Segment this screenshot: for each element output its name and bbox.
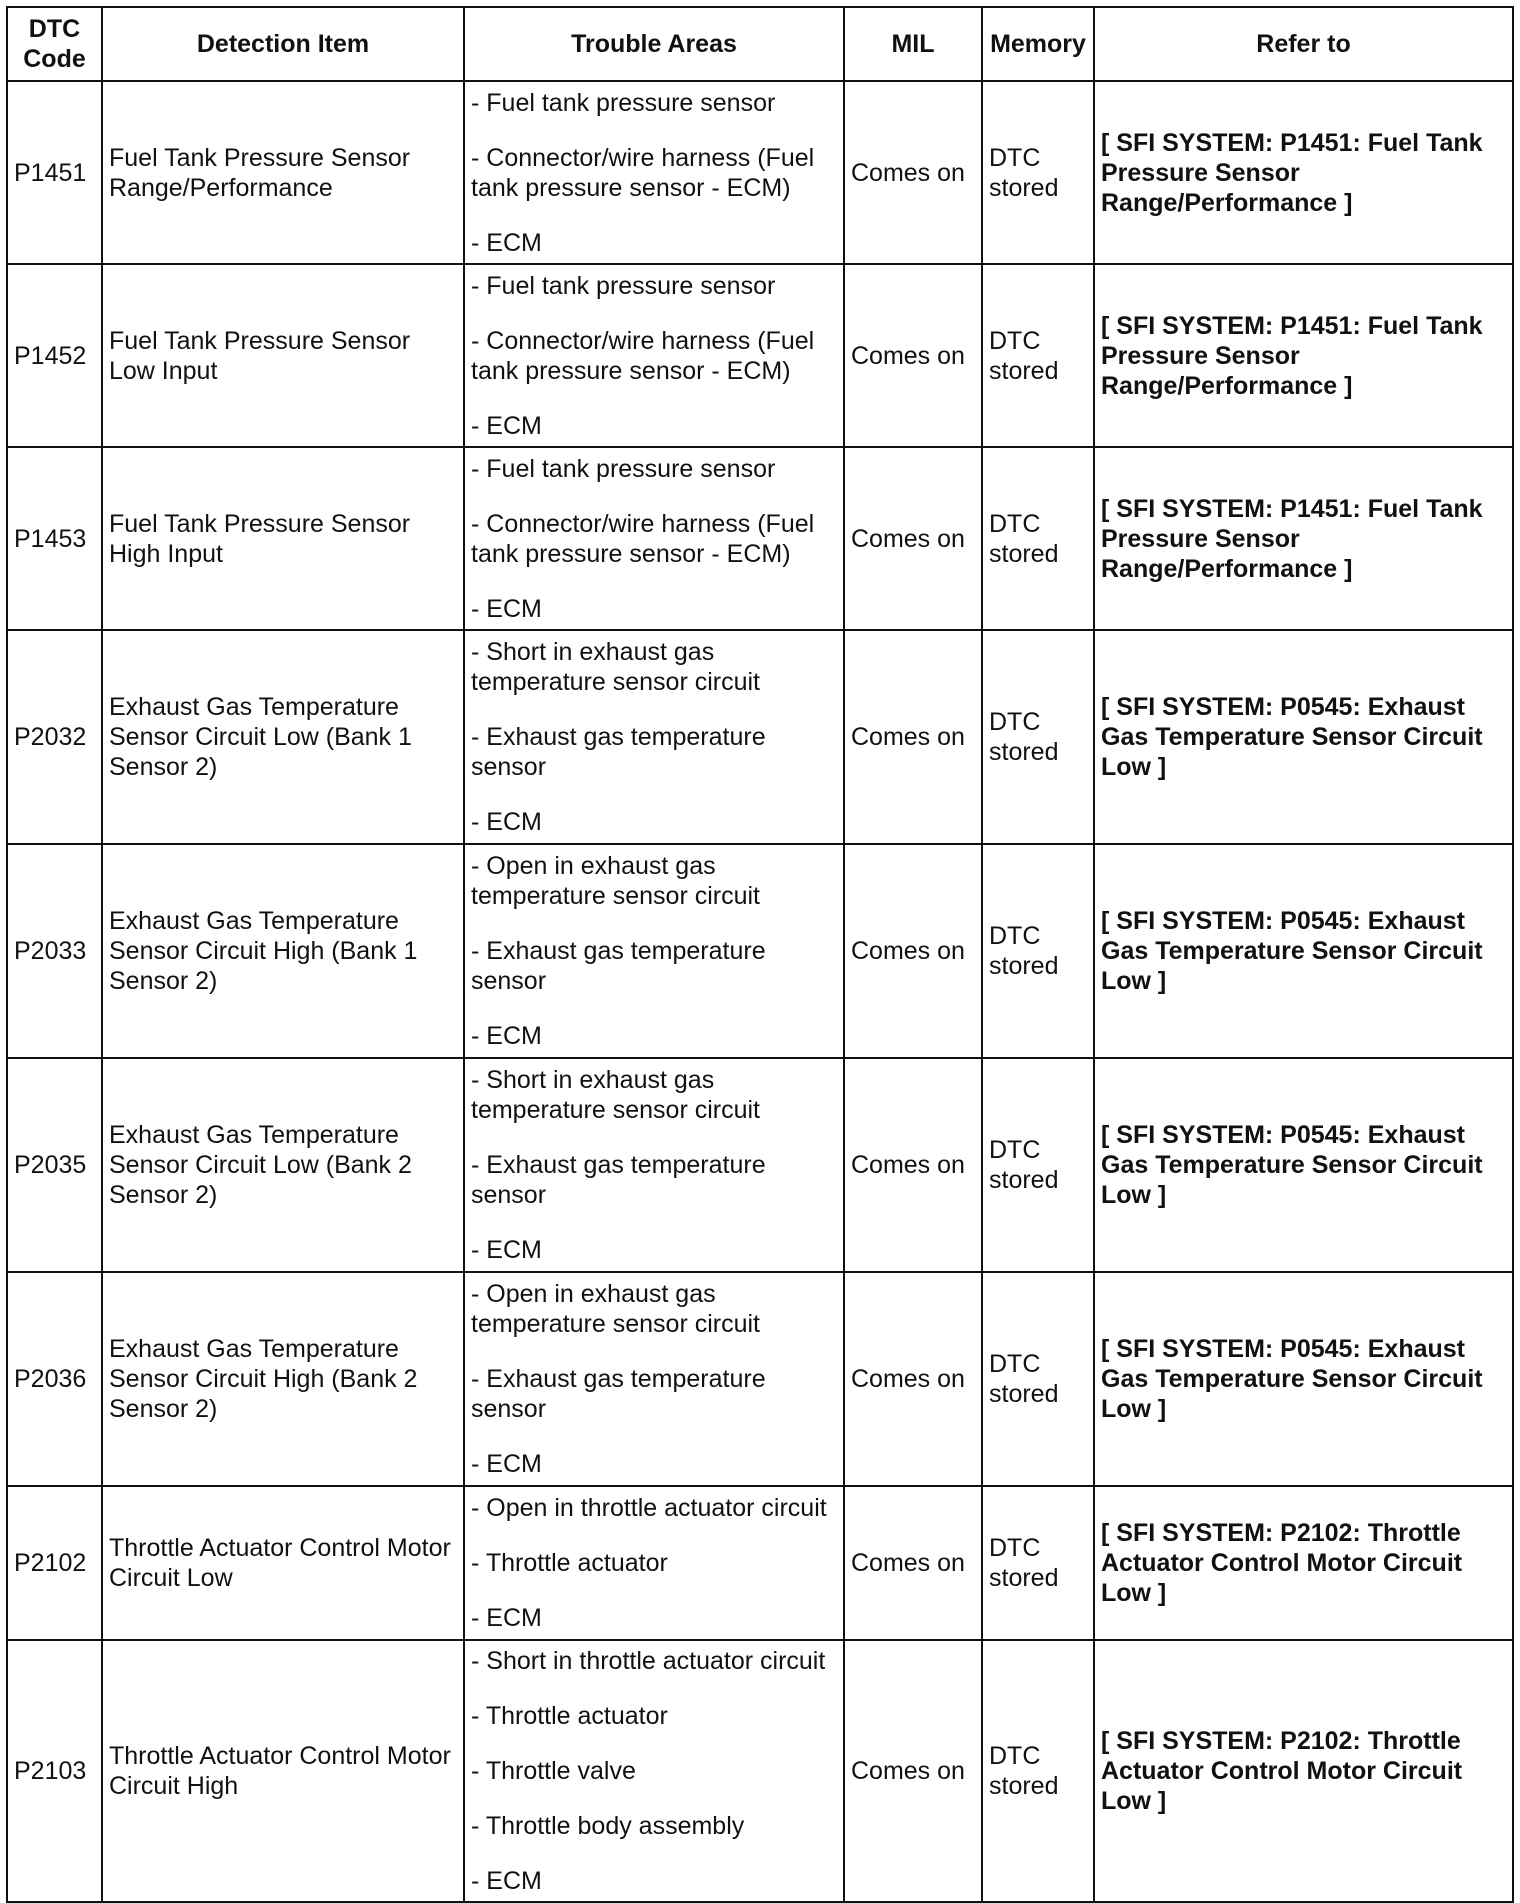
memory-cell (982, 81, 1094, 264)
mil-cell: Comes on (844, 264, 982, 447)
header-dtc-code (7, 7, 102, 81)
memory-line: stored (989, 738, 1059, 766)
dtc-code-cell: P2035 (7, 1058, 102, 1272)
table-row (7, 844, 1513, 1058)
trouble-area-item: - Throttle actuator (471, 1549, 668, 1577)
mil-cell: Comes on (844, 630, 982, 844)
trouble-areas-cell (464, 1058, 844, 1272)
trouble-area-item: - Connector/wire harness (Fuel tank pressure sensor - ECM) (471, 326, 815, 385)
trouble-area-item: - Short in exhaust gas temperature sensor circuit (471, 1066, 761, 1124)
table-row (7, 81, 1513, 264)
refer-to-cell: [ SFI SYSTEM: P0545: Exhaust Gas Temperature Sensor Circuit Low ] (1094, 630, 1513, 844)
memory-line: stored (989, 539, 1059, 568)
refer-to-cell: [ SFI SYSTEM: P1451: Fuel Tank Pressure Sensor Range/Performance ] (1094, 81, 1513, 264)
trouble-area-item: - Fuel tank pressure sensor (471, 271, 776, 300)
trouble-area-item: - ECM (471, 594, 542, 623)
detection-item-cell: Exhaust Gas Temperature Sensor Circuit Low (Bank 2 Sensor 2) (102, 1058, 464, 1272)
trouble-area-item: - Open in throttle actuator circuit (471, 1494, 827, 1522)
memory-line: DTC (989, 143, 1041, 172)
trouble-area-item: - ECM (471, 1236, 542, 1264)
table-row (7, 264, 1513, 447)
header-refer-to: Refer to (1094, 7, 1513, 81)
trouble-areas-cell (464, 1272, 844, 1486)
table-row (7, 630, 1513, 844)
memory-line: DTC (989, 1742, 1041, 1770)
mil-cell: Comes on (844, 1272, 982, 1486)
trouble-areas-cell (464, 1640, 844, 1902)
memory-line: stored (989, 952, 1059, 980)
mil-cell: Comes on (844, 81, 982, 264)
detection-item-cell: Throttle Actuator Control Motor Circuit Low (102, 1486, 464, 1640)
header-row (7, 7, 1513, 81)
trouble-area-item: - ECM (471, 1604, 542, 1632)
memory-line: DTC (989, 922, 1041, 950)
memory-cell (982, 1058, 1094, 1272)
trouble-areas-cell (464, 447, 844, 630)
dtc-code-cell: P1451 (7, 81, 102, 264)
table-row (7, 1640, 1513, 1902)
memory-line: DTC (989, 1534, 1041, 1562)
mil-cell: Comes on (844, 1486, 982, 1640)
dtc-code-cell: P2036 (7, 1272, 102, 1486)
trouble-area-item: - Short in exhaust gas temperature sensor circuit (471, 638, 761, 696)
memory-cell (982, 1640, 1094, 1902)
table-row (7, 1272, 1513, 1486)
refer-to-cell: [ SFI SYSTEM: P0545: Exhaust Gas Temperature Sensor Circuit Low ] (1094, 844, 1513, 1058)
trouble-areas-cell (464, 630, 844, 844)
trouble-area-item: - ECM (471, 411, 542, 440)
detection-item-cell: Fuel Tank Pressure Sensor Low Input (102, 264, 464, 447)
trouble-areas-cell (464, 844, 844, 1058)
trouble-area-item: - ECM (471, 1450, 542, 1478)
trouble-area-item: - Short in throttle actuator circuit (471, 1647, 826, 1675)
trouble-area-item: - Throttle body assembly (471, 1812, 745, 1840)
header-mil: MIL (844, 7, 982, 81)
memory-line: stored (989, 1772, 1059, 1800)
dtc-code-cell: P1452 (7, 264, 102, 447)
memory-line: stored (989, 173, 1059, 202)
header-trouble-areas: Trouble Areas (464, 7, 844, 81)
trouble-area-item: - Exhaust gas temperature sensor (471, 1151, 766, 1209)
refer-to-cell: [ SFI SYSTEM: P2102: Throttle Actuator Control Motor Circuit Low ] (1094, 1486, 1513, 1640)
header-memory: Memory (982, 7, 1094, 81)
trouble-area-item: - ECM (471, 1867, 542, 1895)
table-row (7, 1058, 1513, 1272)
trouble-area-item: - Exhaust gas temperature sensor (471, 1365, 766, 1423)
dtc-table (6, 6, 1514, 1903)
memory-line: stored (989, 356, 1059, 385)
header-dtc-code-line-1: DTC (28, 15, 81, 43)
refer-to-cell: [ SFI SYSTEM: P0545: Exhaust Gas Temperature Sensor Circuit Low ] (1094, 1272, 1513, 1486)
trouble-area-item: - Throttle actuator (471, 1702, 668, 1730)
memory-line: stored (989, 1564, 1059, 1592)
trouble-area-item: - ECM (471, 808, 542, 836)
trouble-area-item: - ECM (471, 1022, 542, 1050)
detection-item-cell: Throttle Actuator Control Motor Circuit High (102, 1640, 464, 1902)
memory-line: DTC (989, 326, 1041, 355)
trouble-areas-cell (464, 1486, 844, 1640)
memory-cell (982, 264, 1094, 447)
refer-to-cell: [ SFI SYSTEM: P1451: Fuel Tank Pressure Sensor Range/Performance ] (1094, 264, 1513, 447)
memory-cell (982, 630, 1094, 844)
header-dtc-code-line-2: Code (23, 45, 86, 73)
dtc-code-cell: P2102 (7, 1486, 102, 1640)
header-detection-item: Detection Item (102, 7, 464, 81)
memory-line: DTC (989, 708, 1041, 736)
memory-line: stored (989, 1380, 1059, 1408)
detection-item-cell: Fuel Tank Pressure Sensor Range/Performance (102, 81, 464, 264)
trouble-area-item: - Exhaust gas temperature sensor (471, 937, 766, 995)
detection-item-cell: Exhaust Gas Temperature Sensor Circuit High (Bank 2 Sensor 2) (102, 1272, 464, 1486)
refer-to-cell: [ SFI SYSTEM: P0545: Exhaust Gas Temperature Sensor Circuit Low ] (1094, 1058, 1513, 1272)
memory-line: DTC (989, 509, 1041, 538)
refer-to-cell: [ SFI SYSTEM: P1451: Fuel Tank Pressure Sensor Range/Performance ] (1094, 447, 1513, 630)
mil-cell: Comes on (844, 1058, 982, 1272)
memory-cell (982, 844, 1094, 1058)
trouble-area-item: - Throttle valve (471, 1757, 636, 1785)
dtc-code-cell: P2032 (7, 630, 102, 844)
dtc-code-cell: P2103 (7, 1640, 102, 1902)
refer-to-cell: [ SFI SYSTEM: P2102: Throttle Actuator Control Motor Circuit Low ] (1094, 1640, 1513, 1902)
table-row (7, 1486, 1513, 1640)
memory-cell (982, 447, 1094, 630)
trouble-area-item: - Open in exhaust gas temperature sensor circuit (471, 852, 761, 910)
trouble-area-item: - Connector/wire harness (Fuel tank pressure sensor - ECM) (471, 509, 815, 568)
memory-line: stored (989, 1166, 1059, 1194)
mil-cell: Comes on (844, 447, 982, 630)
detection-item-cell: Exhaust Gas Temperature Sensor Circuit High (Bank 1 Sensor 2) (102, 844, 464, 1058)
dtc-code-cell: P1453 (7, 447, 102, 630)
mil-cell: Comes on (844, 844, 982, 1058)
trouble-area-item: - Connector/wire harness (Fuel tank pressure sensor - ECM) (471, 143, 815, 202)
trouble-area-item: - ECM (471, 228, 542, 257)
dtc-code-cell: P2033 (7, 844, 102, 1058)
trouble-area-item: - Open in exhaust gas temperature sensor circuit (471, 1280, 761, 1338)
trouble-area-item: - Fuel tank pressure sensor (471, 454, 776, 483)
memory-line: DTC (989, 1136, 1041, 1164)
trouble-areas-cell (464, 81, 844, 264)
memory-cell (982, 1272, 1094, 1486)
table-row (7, 447, 1513, 630)
trouble-area-item: - Fuel tank pressure sensor (471, 88, 776, 117)
trouble-area-item: - Exhaust gas temperature sensor (471, 723, 766, 781)
table-body (7, 81, 1513, 1902)
trouble-areas-cell (464, 264, 844, 447)
memory-line: DTC (989, 1350, 1041, 1378)
memory-cell (982, 1486, 1094, 1640)
detection-item-cell: Exhaust Gas Temperature Sensor Circuit Low (Bank 1 Sensor 2) (102, 630, 464, 844)
mil-cell: Comes on (844, 1640, 982, 1902)
detection-item-cell: Fuel Tank Pressure Sensor High Input (102, 447, 464, 630)
